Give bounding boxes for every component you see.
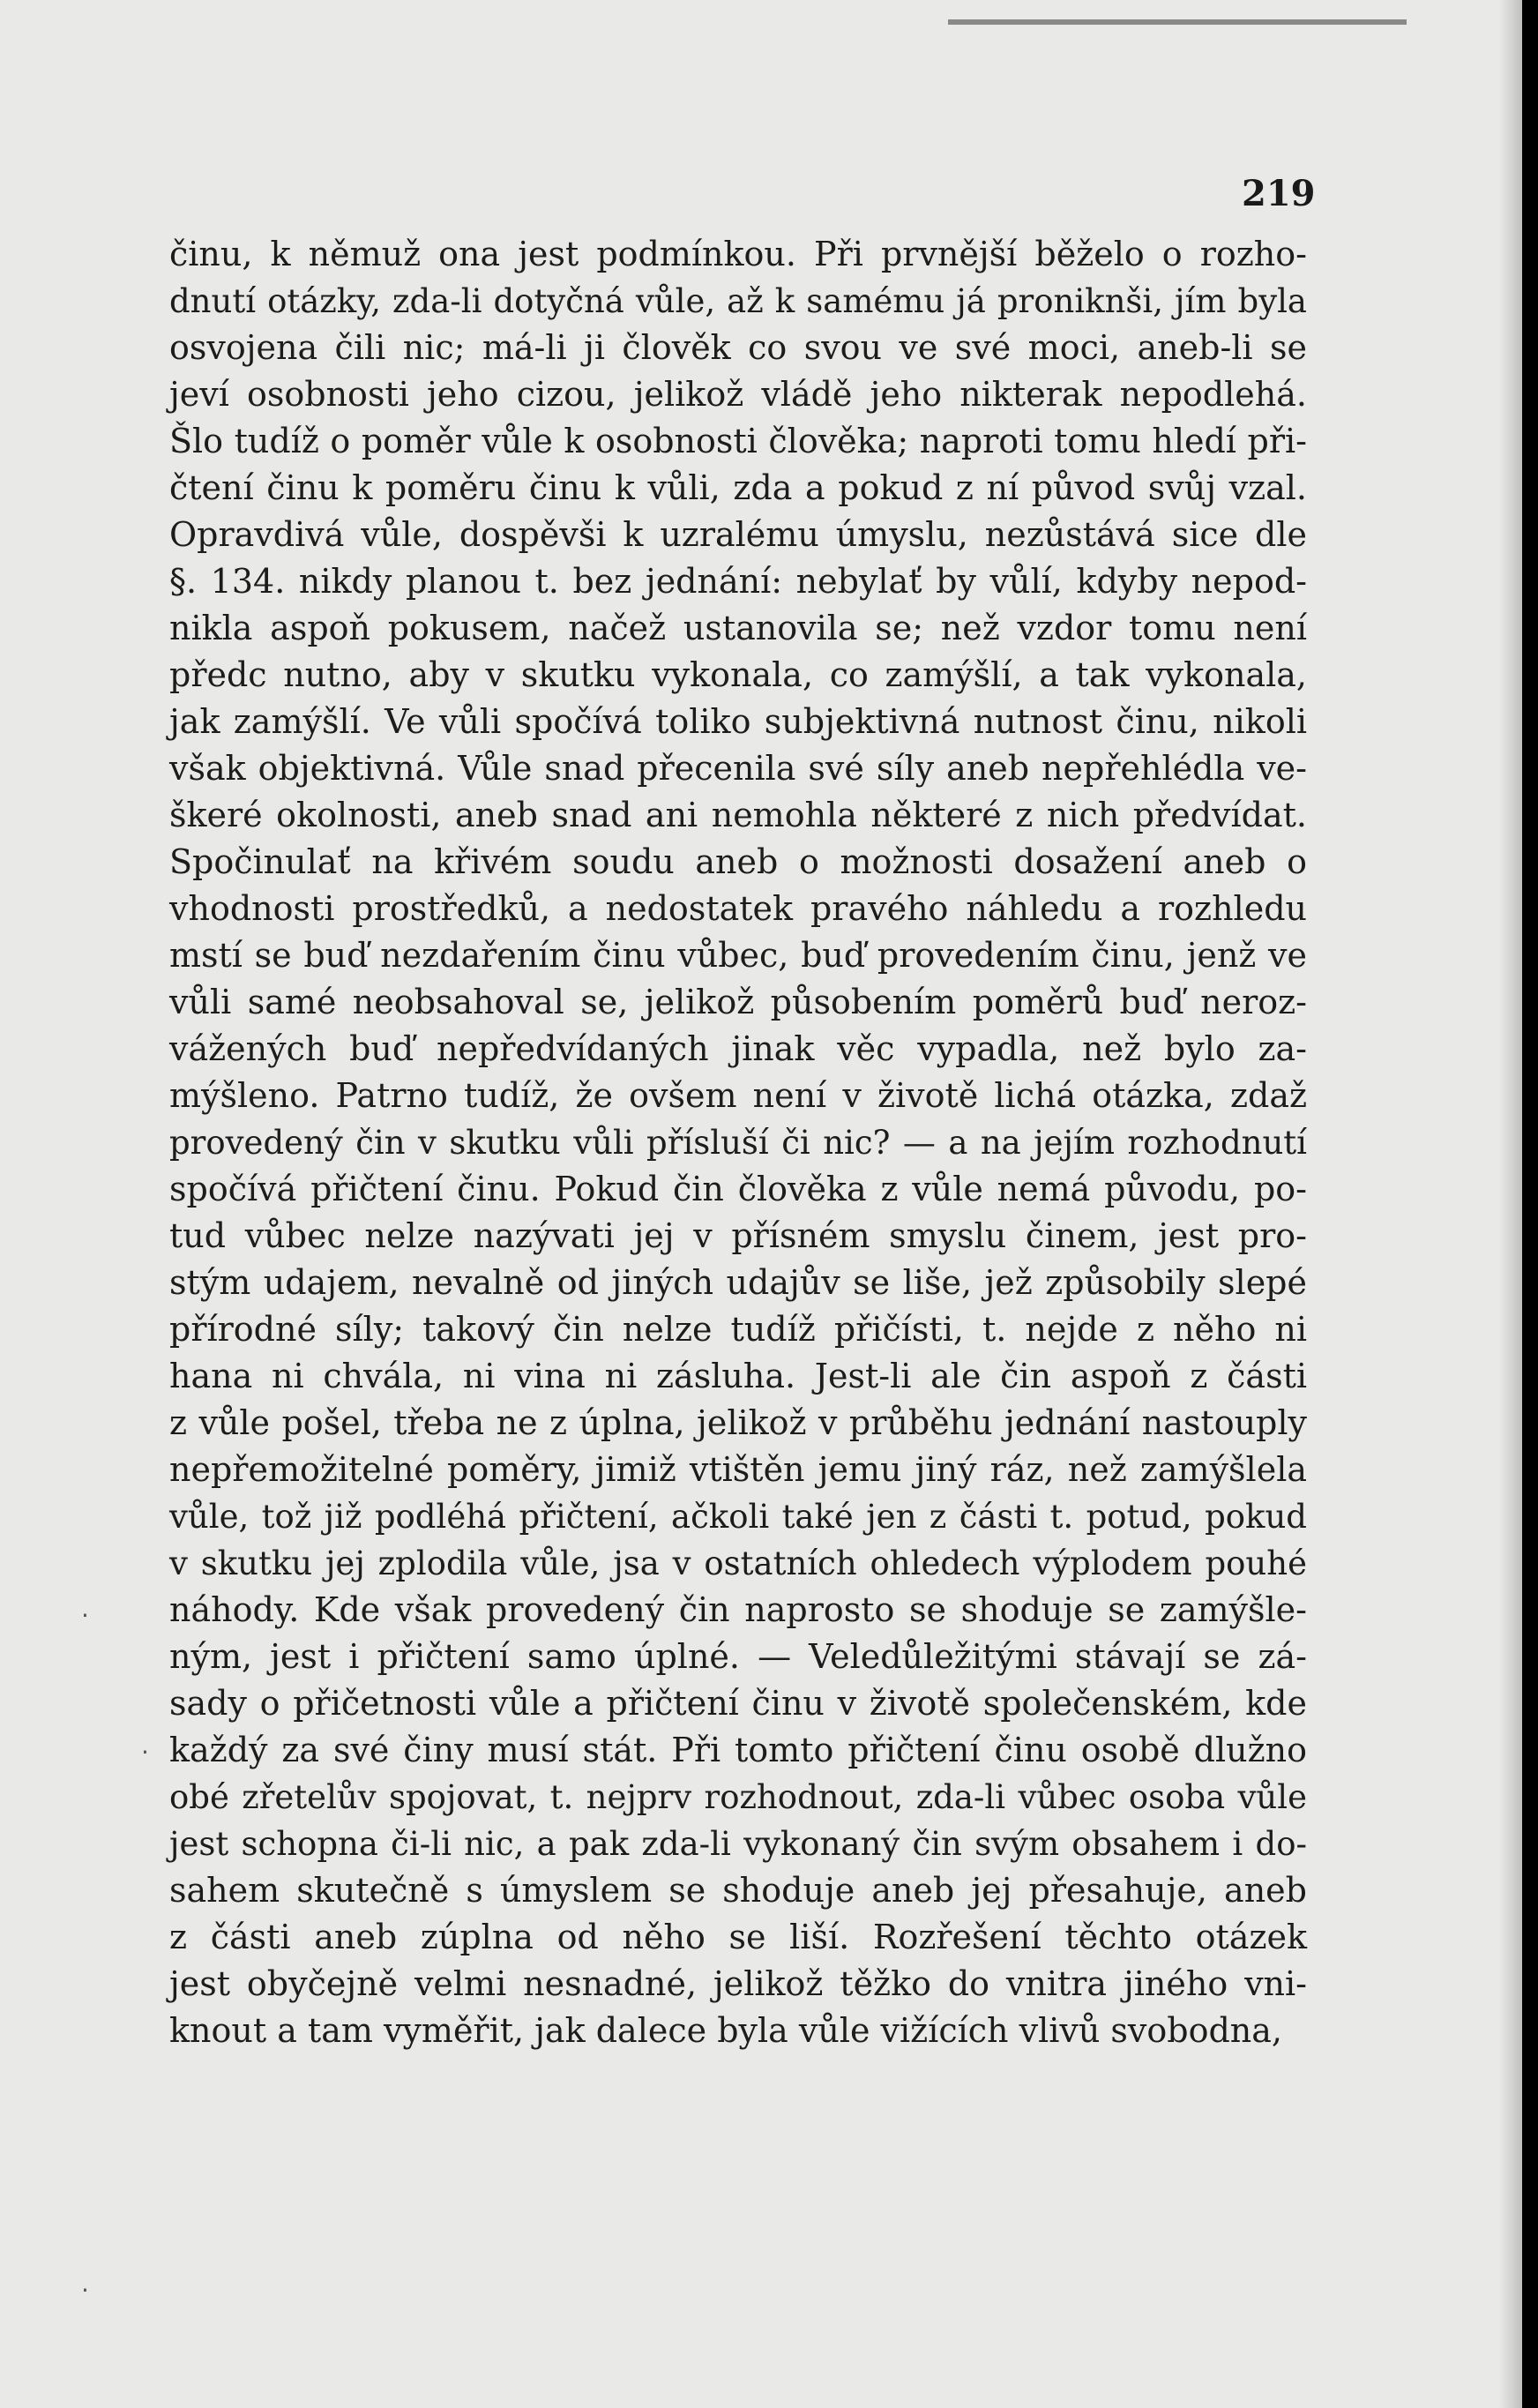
text-line: vůli samé neobsahoval se, jelikož působením poměrů buď neroz- bbox=[169, 983, 1307, 1021]
page-number: 219 bbox=[1242, 173, 1316, 214]
text-line: jest obyčejně velmi nesnadné, jelikož těžko do vnitra jiného vni- bbox=[169, 1964, 1307, 2003]
text-line: sady o přičetnosti vůle a přičtení činu v životě společenském, kde bbox=[169, 1684, 1307, 1723]
margin-speck: · bbox=[141, 1738, 149, 1767]
text-line: v skutku jej zplodila vůle, jsa v ostatních ohledech výplodem pouhé bbox=[169, 1544, 1307, 1582]
text-line: z části aneb zúplna od něho se liší. Rozřešení těchto otázek bbox=[169, 1918, 1307, 1956]
text-line: vážených buď nepředvídaných jinak věc vypadla, než bylo za- bbox=[169, 1029, 1307, 1068]
text-line: předc nutno, aby v skutku vykonala, co zamýšlí, a tak vykonala, bbox=[169, 655, 1307, 694]
margin-speck: · bbox=[81, 2276, 89, 2305]
text-line: škeré okolnosti, aneb snad ani nemohla některé z nich předvídat. bbox=[169, 796, 1307, 834]
text-line: náhody. Kde však provedený čin naprosto se shoduje se zamýšle- bbox=[169, 1590, 1307, 1629]
text-line: §. 134. nikdy planou t. bez jednání: nebylať by vůlí, kdyby nepod- bbox=[169, 562, 1307, 601]
text-line: čtení činu k poměru činu k vůli, zda a pokud z ní původ svůj vzal. bbox=[169, 468, 1307, 507]
text-line: mstí se buď nezdařením činu vůbec, buď provedením činu, jenž ve bbox=[169, 936, 1307, 975]
text-line: z vůle pošel, třeba ne z úplna, jelikož v průběhu jednání nastouply bbox=[169, 1403, 1307, 1442]
text-line: ným, jest i přičtení samo úplné. — Veledůležitými stávají se zá- bbox=[169, 1637, 1307, 1676]
text-line: jak zamýšlí. Ve vůli spočívá toliko subjektivná nutnost činu, nikoli bbox=[169, 702, 1307, 741]
text-line: činu, k němuž ona jest podmínkou. Při prvnější běželo o rozho- bbox=[169, 235, 1307, 273]
text-line: stým udajem, nevalně od jiných udajův se liše, jež způsobily slepé bbox=[169, 1263, 1307, 1302]
text-line: sahem skutečně s úmyslem se shoduje aneb jej přesahuje, aneb bbox=[169, 1871, 1307, 1910]
page-top-edge-shadow bbox=[948, 19, 1407, 25]
text-line: vhodnosti prostředků, a nedostatek pravého náhledu a rozhledu bbox=[169, 889, 1307, 928]
text-line: Spočinulať na křivém soudu aneb o možnosti dosažení aneb o bbox=[169, 842, 1307, 881]
text-line: však objektivná. Vůle snad přecenila své síly aneb nepřehlédla ve- bbox=[169, 749, 1307, 788]
text-line: nikla aspoň pokusem, načež ustanovila se; než vzdor tomu není bbox=[169, 609, 1307, 647]
margin-speck: · bbox=[81, 1601, 89, 1630]
text-line: přírodné síly; takový čin nelze tudíž přičísti, t. nejde z něho ni bbox=[169, 1310, 1307, 1349]
text-line: hana ni chvála, ni vina ni zásluha. Jest-li ale čin aspoň z části bbox=[169, 1357, 1307, 1395]
text-line: vůle, tož již podléhá přičtení, ačkoli také jen z části t. potud, pokud bbox=[169, 1498, 1307, 1536]
text-line: každý za své činy musí stát. Při tomto přičtení činu osobě dlužno bbox=[169, 1731, 1307, 1769]
text-line: Opravdivá vůle, dospěvši k uzralému úmyslu, nezůstává sice dle bbox=[169, 515, 1307, 554]
text-line: osvojena čili nic; má-li ji člověk co svou ve své moci, aneb-li se bbox=[169, 328, 1307, 367]
text-line: jest schopna či-li nic, a pak zda-li vykonaný čin svým obsahem i do- bbox=[169, 1825, 1307, 1863]
text-line: Šlo tudíž o poměr vůle k osobnosti člověka; naproti tomu hledí při- bbox=[169, 422, 1307, 460]
text-line: jeví osobnosti jeho cizou, jelikož vládě jeho nikterak nepodlehá. bbox=[169, 375, 1307, 414]
text-line: spočívá přičtení činu. Pokud čin člověka z vůle nemá původu, po- bbox=[169, 1170, 1307, 1208]
text-line: obé zřetelův spojovat, t. nejprv rozhodnout, zda-li vůbec osoba vůle bbox=[169, 1778, 1307, 1816]
text-line: nepřemožitelné poměry, jimiž vtištěn jemu jiný ráz, než zamýšlela bbox=[169, 1450, 1307, 1489]
page-body-text bbox=[169, 231, 1307, 2054]
text-line: tud vůbec nelze nazývati jej v přísném smyslu činem, jest pro- bbox=[169, 1216, 1307, 1255]
text-line: knout a tam vyměřit, jak dalece byla vůle vižících vlivů svobodna, bbox=[169, 2011, 1282, 2050]
text-line: provedený čin v skutku vůli přísluší či nic? — a na jejím rozhodnutí bbox=[169, 1124, 1307, 1162]
text-line: dnutí otázky, zda-li dotyčná vůle, až k samému já proniknši, jím byla bbox=[169, 282, 1307, 320]
text-line: mýšleno. Patrno tudíž, že ovšem není v životě lichá otázka, zdaž bbox=[169, 1076, 1307, 1115]
